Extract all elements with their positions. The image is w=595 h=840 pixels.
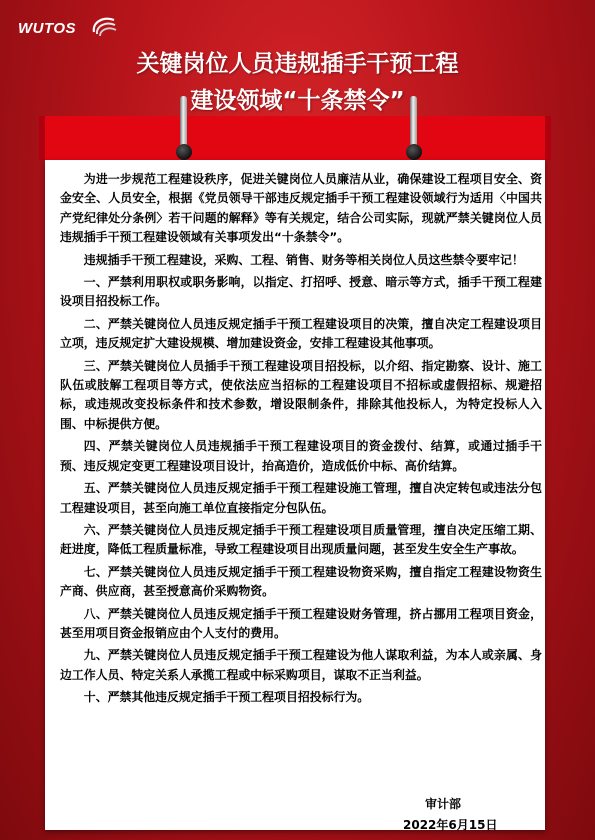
header-band <box>45 116 545 160</box>
rule-1: 一、严禁利用职权或职务影响，以指定、打招呼、授意、暗示等方式，插手干预工程建设项目招投标工作。 <box>60 275 542 309</box>
intro-paragraph: 为进一步规范工程建设秩序，促进关键岗位人员廉洁从业，确保建设工程项目安全、资金安全、人员安全，根据《党员领导干部违反规定插手干预工程建设领域行为适用〈中国共产党纪律处分条例〉若干问题的解释》等有关规定，结合公司实际，现就严禁关键岗位人员违规插手干预工程建设领域有关事项发出“十条禁令”。 <box>60 172 542 245</box>
rule-4: 四、严禁关键岗位人员违规插手干预工程建设项目的资金拨付、结算，或通过插手干预、违反规定变更工程建设项目设计，抬高造价，造成低价中标、高价结算。 <box>60 439 542 473</box>
swirl-mark-icon <box>88 12 118 38</box>
signature-department: 审计部 <box>425 797 462 811</box>
rule-7: 七、严禁关键岗位人员违反规定插手干预工程建设物资采购，擅自指定工程建设物资生产商、供应商，甚至授意高价采购物资。 <box>60 564 542 599</box>
reminder-paragraph: 违规插手干预工程建设，采购、工程、销售、财务等相关岗位人员这些禁令要牢记！ <box>83 252 524 267</box>
notice-content <box>60 170 542 708</box>
logo-text: WUTOS <box>18 20 77 37</box>
rule-6: 六、严禁关键岗位人员违反规定插手干预工程建设项目质量管理，擅自决定压缩工期、赶进度，降低工程质量标准，导致工程建设项目出现质量问题，甚至发生安全生产事故。 <box>60 522 542 557</box>
rule-8: 八、严禁关键岗位人员违反规定插手干预工程建设财务管理，挤占挪用工程项目资金，甚至用项目资金报销应由个人支付的费用。 <box>60 606 542 640</box>
title-line-1: 关键岗位人员违规插手干预工程 <box>136 51 459 77</box>
hanging-hook-left-icon <box>176 144 192 160</box>
rule-5: 五、严禁关键岗位人员违反规定插手干预工程建设施工管理，擅自决定转包或违法分包工程建设项目，甚至向施工单位直接指定分包队伍。 <box>60 481 542 515</box>
rule-3: 三、严禁关键岗位人员插手干预工程建设项目招投标，以介绍、指定勘察、设计、施工队伍或肢解工程项目等方式，使依法应当招标的工程建设项目不招标或虚假招标、规避招标，或违规改变投标条件和技术参数，增设限制条件，排除其他投标人，为特定投标人入围、中标提供方便。 <box>60 358 542 431</box>
title-line-2: 建设领域“十条禁令” <box>190 88 405 114</box>
band-right-fold <box>545 116 551 160</box>
rule-9: 九、严禁关键岗位人员违反规定插手干预工程建设为他人谋取利益，为本人或亲属、身边工作人员、特定关系人承揽工程或中标采购项目，谋取不正当利益。 <box>60 648 542 682</box>
signature-date: 2022年6月15日 <box>403 818 498 832</box>
hanging-hook-right-icon <box>406 144 422 160</box>
rule-10: 十、严禁其他违反规定插手干预工程项目招投标行为。 <box>83 690 370 705</box>
rule-2: 二、严禁关键岗位人员违反规定插手干预工程建设项目的决策，擅自决定工程建设项目立项，违反规定扩大建设规模、增加建设资金，安排工程建设其他事项。 <box>60 316 542 351</box>
company-logo <box>18 12 128 40</box>
